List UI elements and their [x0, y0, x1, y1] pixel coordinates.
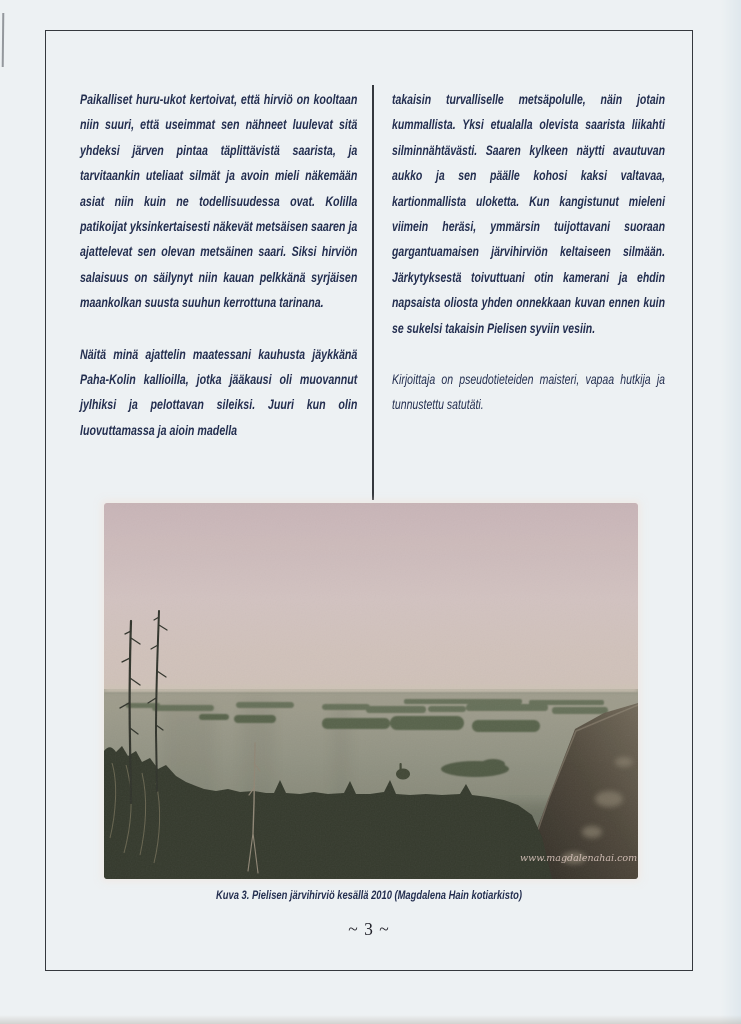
page-number: ~ 3 ~ — [348, 919, 390, 939]
author-note: Kirjoittaja on pseudotieteiden maisteri, vapaa hutkija ja tunnustettu satutäti. — [392, 371, 665, 413]
paragraph: Paikalliset huru-ukot kertoivat, että hirviö on kooltaan niin suuri, että useimmat sen nähneet luulevat sitä yhdeksi järven pintaa täplittävistä saarista, ja tarvitaankin uteliaat silmät ja avoin mieli näkemään asiat niin kuin ne todellisuudessa ovat. Kolilla patikoijat yksinkertaisesti näkevät metsäisen saaren ja ajattelevat sen olevan metsäinen saari. Siksi hirviön salaisuus on säilynyt niin kauan pelkkänä syrjäisen maankolkan suusta suuhun kerrottuna tarinana. — [80, 91, 358, 311]
scan-edge-artifact — [2, 13, 5, 67]
lake-photograph — [104, 503, 638, 879]
paragraph: Näitä minä ajattelin maatessani kauhusta jäykkänä Paha-Kolin kallioilla, jotka jääkausi oli muovannut jylhiksi ja pelottavan sileiksi. Juuri kun olin luovuttamassa ja aioin madella — [80, 345, 358, 438]
scan-edge-shadow-bottom — [0, 1015, 741, 1024]
scan-edge-shadow-right — [721, 0, 741, 1024]
photo-watermark: www.magdalenahai.com — [520, 853, 638, 864]
text-column-left — [80, 87, 357, 443]
column-divider-rule — [372, 85, 374, 500]
film-grain-overlay — [104, 503, 638, 879]
paragraph: takaisin turvalliselle metsäpolulle, näin jotain kummallista. Yksi etualalla olevista saarista liikahti silminnähtävästi. Saaren kylkeen näytti avautuvan aukko ja sen päälle kohosi kaksi valtavaa, kartionmallista uloketta. Kun kangistunut mieleni viimein heräsi, ymmärsin tuijottavani suoraan gargantuamaisen järvihirviön keltaiseen silmään. Järkytyksestä toivuttuani otin kamerani ja ehdin napsaista oliosta yhden onnekkaan kuvan ennen kuin se sukelsi takaisin Pielisen syviin vesiin. — [392, 91, 665, 336]
lake-photo-illustration — [104, 503, 638, 879]
figure-caption: Kuva 3. Pielisen järvihirviö kesällä 2010 (Magdalena Hain kotiarkisto) — [216, 888, 522, 902]
text-column-right — [392, 87, 665, 418]
